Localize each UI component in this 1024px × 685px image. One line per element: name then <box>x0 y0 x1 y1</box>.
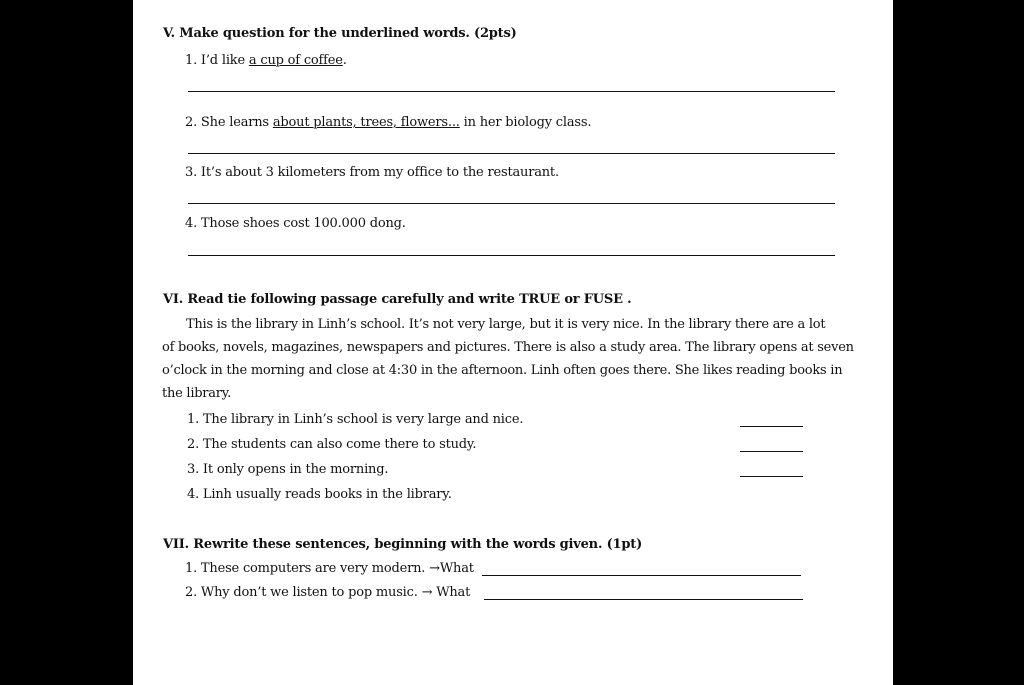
tf-statement-1: 1. The library in Linh’s school is very large and nice. <box>187 412 524 427</box>
s5-question-4: 4. Those shoes cost 100.000 dong. <box>185 216 406 231</box>
section-7-title: VII. Rewrite these sentences, beginning with the words given. (1pt) <box>163 537 643 552</box>
s5-underlined-2: about plants, trees, flowers... <box>272 115 460 130</box>
worksheet-page <box>133 0 893 685</box>
passage-line-1: This is the library in Linh’s school. It’s not very large, but it is very nice. In the library there are a lot <box>186 317 826 332</box>
passage-line-4: the library. <box>162 386 231 401</box>
s7-answer-line-1[interactable] <box>482 575 801 576</box>
s7-item-1: 1. These computers are very modern. →What <box>185 561 474 576</box>
s5-question-1: 1. I’d like a cup of coffee. <box>185 53 347 68</box>
s5-answer-line-2[interactable] <box>188 153 835 154</box>
s5-answer-line-1[interactable] <box>188 91 835 92</box>
tf-answer-line-1[interactable] <box>740 426 803 427</box>
s5-answer-line-3[interactable] <box>188 203 835 204</box>
s5-question-3: 3. It’s about 3 kilometers from my office to the restaurant. <box>185 165 559 180</box>
tf-statement-2: 2. The students can also come there to study. <box>187 437 477 452</box>
s5-underlined-1: a cup of coffee <box>248 53 343 68</box>
section-5-title: V. Make question for the underlined words. (2pts) <box>163 26 517 41</box>
s7-item-2: 2. Why don’t we listen to pop music. → What <box>185 585 471 600</box>
s5-question-2: 2. She learns about plants, trees, flowers... in her biology class. <box>185 115 592 130</box>
tf-statement-3: 3. It only opens in the morning. <box>187 462 389 477</box>
s5-answer-line-4[interactable] <box>188 255 835 256</box>
section-6-title: VI. Read tie following passage carefully and write TRUE or FUSE . <box>163 292 632 307</box>
s7-answer-line-2[interactable] <box>484 599 803 600</box>
tf-statement-4: 4. Linh usually reads books in the library. <box>187 487 452 502</box>
passage-line-3: o’clock in the morning and close at 4:30 in the afternoon. Linh often goes there. She likes reading books in <box>162 363 843 378</box>
tf-answer-line-3[interactable] <box>740 476 803 477</box>
tf-answer-line-2[interactable] <box>740 451 803 452</box>
passage-line-2: of books, novels, magazines, newspapers and pictures. There is also a study area. The library opens at seven <box>162 340 854 355</box>
